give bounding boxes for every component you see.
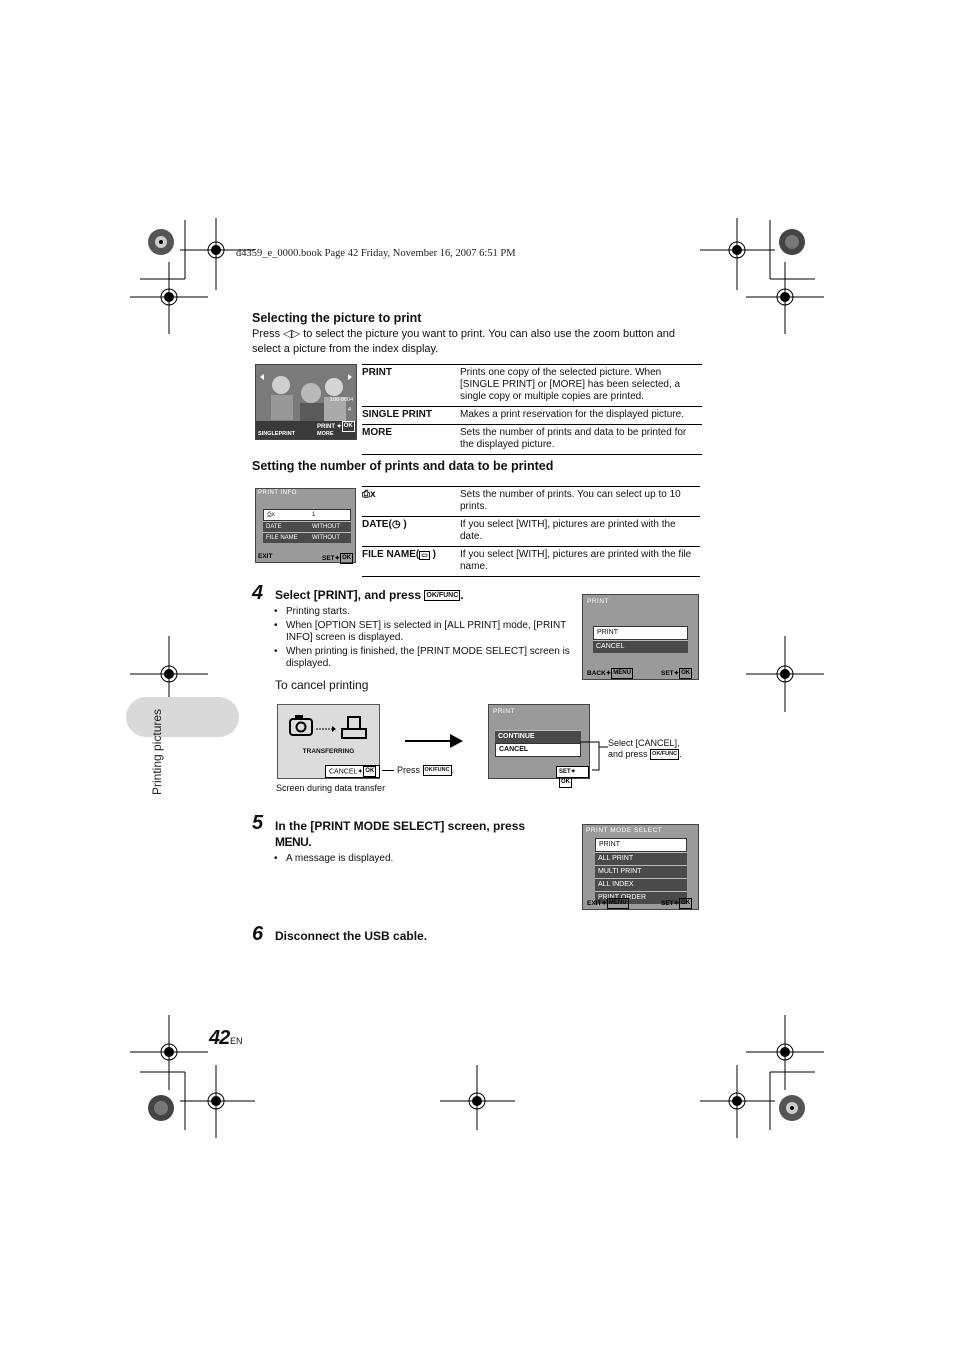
- table-row: [362, 547, 700, 577]
- menu-item-cancel: CANCEL: [593, 640, 688, 653]
- print-confirm-screen: [582, 594, 699, 680]
- print-mode-select-screen: [582, 824, 699, 910]
- screen-footer: EXIT✦ MENU SET✦ OK: [587, 900, 691, 908]
- section-body-select-picture: Press ◁▷ to select the picture you want to print. You can also use the zoom button and select a picture from the index display.: [252, 328, 675, 355]
- transfer-caption: Screen during data transfer: [276, 783, 386, 793]
- book-info-header: d4359_e_0000.book Page 42 Friday, November 16, 2007 6:51 PM: [236, 248, 516, 259]
- single-print-screen: [255, 364, 357, 440]
- section-title-print-data: Setting the number of prints and data to be printed: [252, 459, 554, 473]
- step-6-title: Disconnect the USB cable.: [275, 929, 428, 943]
- step-4-title: Select [PRINT], and press OK/FUNC .: [275, 588, 464, 602]
- section-title-select-picture: Selecting the picture to print: [252, 311, 422, 325]
- screen-more-label: MORE: [317, 431, 334, 437]
- transferring-label: TRANSFERRING: [302, 748, 355, 755]
- screen-single-print-label: SINGLEPRINT: [258, 431, 295, 437]
- print-count-row: ⎙x 1: [263, 509, 351, 521]
- list-item: • A message is displayed.: [274, 853, 574, 865]
- side-tab-label: Printing pictures: [150, 708, 164, 795]
- list-item: • Printing starts.: [274, 606, 574, 618]
- print-count-icon: ⎙: [362, 489, 370, 500]
- option-desc: Makes a print reservation for the displayed picture.: [460, 407, 702, 425]
- file-name-icon: ▭: [421, 552, 428, 559]
- cancel-print-screen: [488, 704, 590, 785]
- step-4-bullets: [274, 606, 574, 670]
- table-row: [362, 517, 700, 547]
- ok-func-button-icon: OK/FUNC: [426, 592, 459, 600]
- menu-item-cancel: CANCEL: [495, 743, 581, 757]
- menu-item-print-order: PRINT ORDER: [595, 891, 687, 904]
- option-desc: If you select [WITH], pictures are printed with the file name.: [460, 547, 700, 577]
- cancel-heading: To cancel printing: [275, 678, 369, 692]
- side-tab: [126, 697, 239, 737]
- option-key: FILE NAME( ▭ ): [362, 547, 460, 577]
- menu-item-print: PRINT: [595, 838, 687, 852]
- screen-footer: BACK✦ MENU SET✦ OK: [587, 670, 691, 678]
- option-desc: Sets the number of prints and data to be printed for the displayed picture.: [460, 425, 702, 455]
- select-cancel-note: Select [CANCEL], and press OK/FUNC .: [608, 738, 682, 759]
- menu-item-all-index: ALL INDEX: [595, 878, 687, 891]
- menu-item-continue: CONTINUE: [495, 730, 581, 743]
- print-info-screen: [255, 488, 356, 563]
- print-count-icon: ⎙x: [267, 512, 275, 518]
- picture-count: 4: [348, 407, 352, 413]
- press-ok-note: Press OK/FUNC .: [397, 765, 455, 775]
- list-item: • When [OPTION SET] is selected in [ALL PRINT] mode, [PRINT INFO] screen is displayed.: [274, 620, 574, 644]
- page-number: 42: [209, 1027, 230, 1049]
- table-row: [362, 425, 702, 455]
- step-number-6: 6: [252, 923, 264, 945]
- step-number-4: 4: [252, 582, 264, 604]
- step-5-title: In the [PRINT MODE SELECT] screen, press MENU.: [275, 819, 526, 849]
- table-row: [362, 487, 700, 517]
- clock-icon: ◷: [391, 519, 401, 530]
- option-desc: If you select [WITH], pictures are printed with the date.: [460, 517, 700, 547]
- list-item: • When printing is finished, the [PRINT MODE SELECT] screen is displayed.: [274, 646, 574, 670]
- option-key: PRINT: [362, 365, 460, 407]
- callout-bracket: [580, 735, 610, 780]
- option-key: DATE(◷ ): [362, 517, 460, 547]
- screen-title: PRINT: [587, 598, 609, 605]
- menu-item-multi-print: MULTI PRINT: [595, 865, 687, 878]
- transfer-cancel-button: CANCEL✦ OK: [325, 765, 380, 778]
- option-key: SINGLE PRINT: [362, 407, 460, 425]
- table-row: [362, 365, 702, 407]
- camera-to-printer-icon: [278, 705, 379, 745]
- table-row: [362, 407, 702, 425]
- screen-title: PRINT: [493, 708, 515, 715]
- menu-item-all-print: ALL PRINT: [595, 852, 687, 865]
- file-number: 100-0004: [330, 397, 354, 403]
- menu-button-label: MENU: [275, 835, 309, 849]
- language-label: EN: [230, 1036, 243, 1046]
- menu-item-print: PRINT: [593, 626, 688, 640]
- option-key: ⎙x: [362, 487, 460, 517]
- screen-footer: EXIT SET✦ OK: [258, 553, 352, 563]
- option-desc: Sets the number of prints. You can select up to 10 prints.: [460, 487, 700, 517]
- screen-title: PRINT MODE SELECT: [586, 827, 663, 834]
- step-5-bullets: [274, 853, 574, 865]
- set-ok-label: SET✦OK: [556, 766, 589, 778]
- option-desc: Prints one copy of the selected picture. When [SINGLE PRINT] or [MORE] has been selected, a single copy or multiple copies are printed.: [460, 365, 702, 407]
- print-data-table: [362, 486, 700, 577]
- date-row: DATE WITHOUT: [263, 521, 351, 532]
- screen-print-label: PRINT ✦ OK: [317, 423, 353, 431]
- screen-title: PRINT INFO: [258, 490, 297, 496]
- callout-line: [382, 770, 394, 771]
- option-key: MORE: [362, 425, 460, 455]
- print-options-table: [362, 364, 702, 455]
- step-number-5: 5: [252, 812, 264, 834]
- arrow-right-icon: [405, 732, 465, 750]
- file-name-row: FILE NAME WITHOUT: [263, 532, 351, 543]
